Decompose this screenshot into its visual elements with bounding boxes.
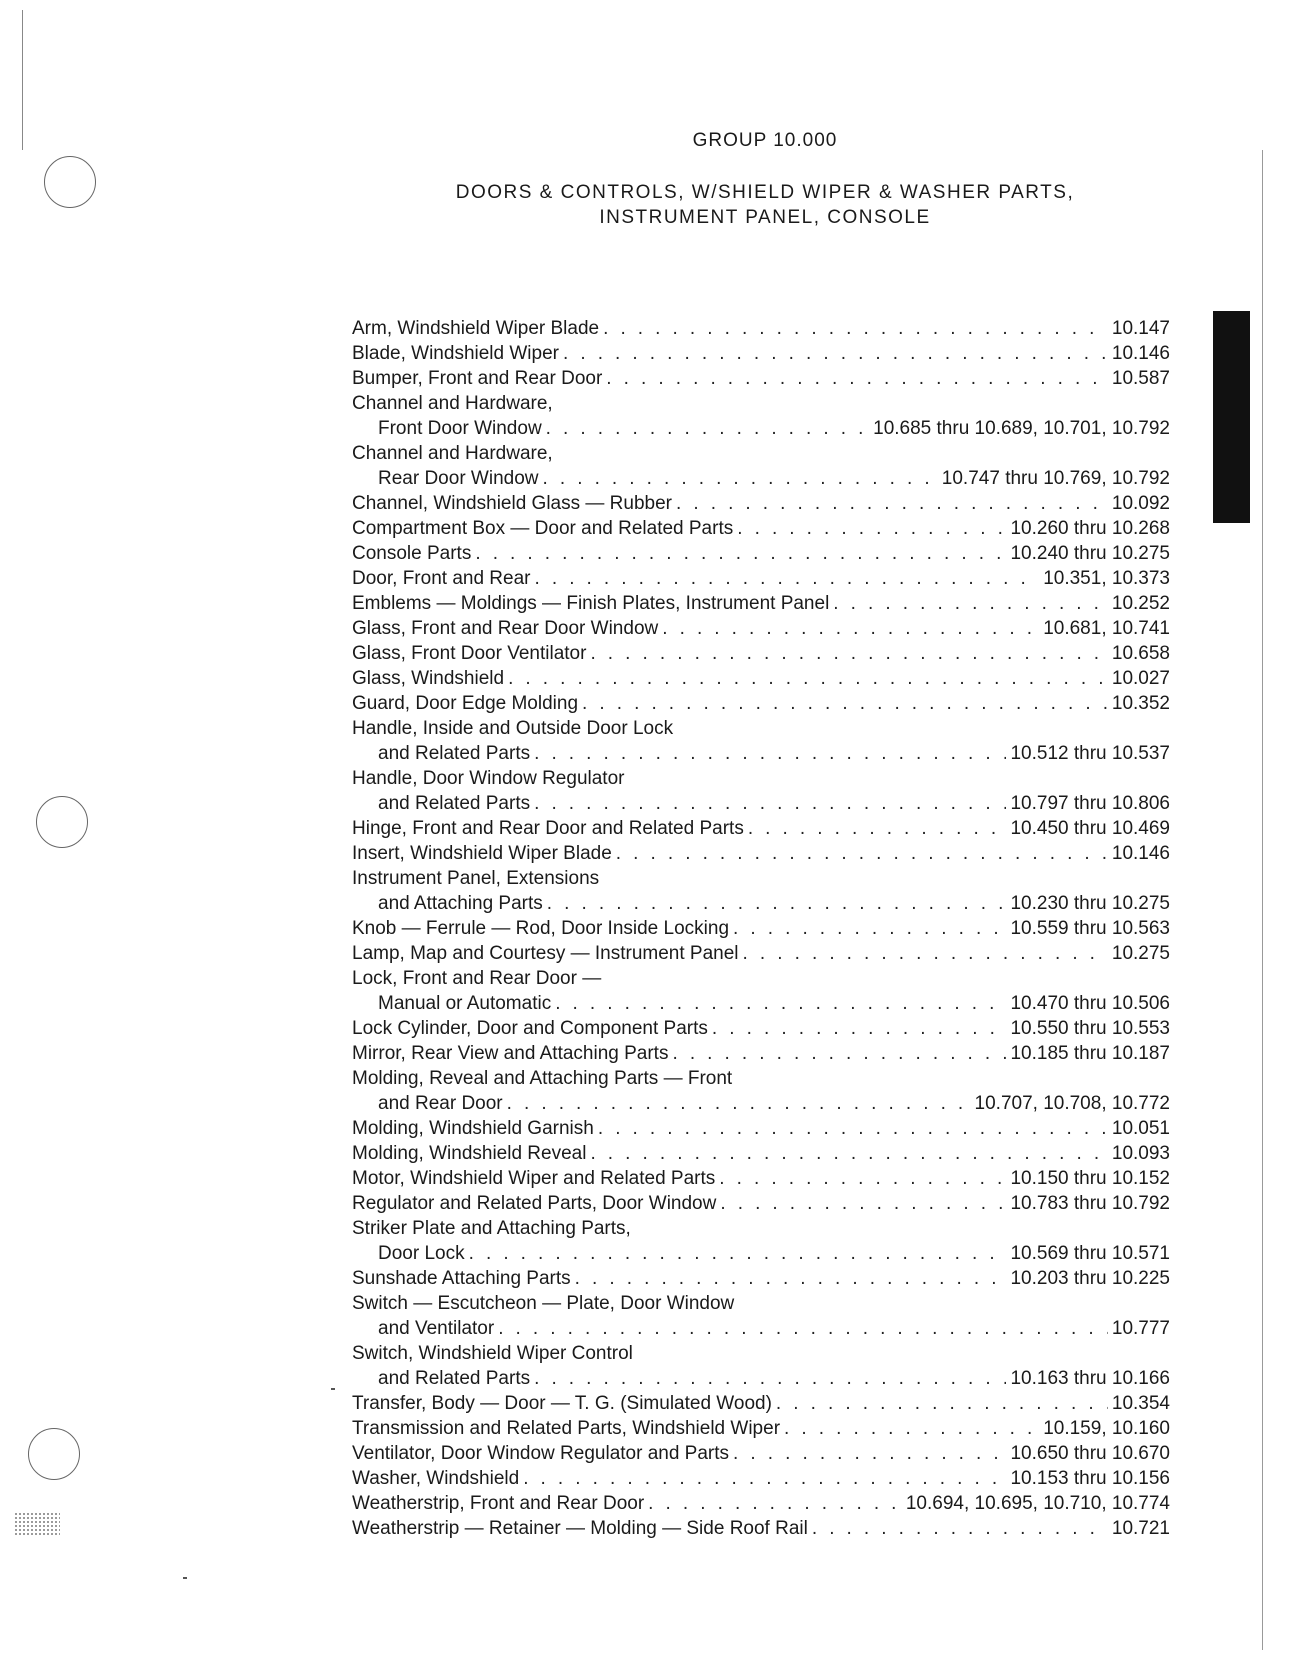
- entry-label: Regulator and Related Parts, Door Window: [352, 1193, 717, 1214]
- entry-reference: 10.146: [1111, 843, 1170, 864]
- entry-line: [352, 941, 1170, 966]
- entry-reference: 10.587: [1111, 368, 1170, 389]
- section-heading: [0, 180, 1291, 230]
- index-entry: [352, 1016, 1170, 1041]
- index-entry: [352, 391, 1170, 441]
- entry-line: [352, 1316, 1170, 1341]
- entry-line: [352, 741, 1170, 766]
- entry-label: Door, Front and Rear: [352, 568, 531, 589]
- entry-line: [352, 491, 1170, 516]
- dot-leader: [733, 916, 1006, 941]
- index-entry: [352, 1216, 1170, 1266]
- entry-label: Console Parts: [352, 543, 472, 564]
- dot-leader: [469, 1241, 1007, 1266]
- index-entry: [352, 666, 1170, 691]
- entry-label: Ventilator, Door Window Regulator and Parts: [352, 1443, 730, 1464]
- entry-label: Transfer, Body — Door — T. G. (Simulated Wood): [352, 1393, 772, 1414]
- entry-label: and Attaching Parts: [378, 893, 543, 914]
- dot-leader: [776, 1391, 1108, 1416]
- dot-leader: [743, 941, 1108, 966]
- entry-heading: Molding, Reveal and Attaching Parts — Front: [352, 1068, 733, 1089]
- entry-label: Blade, Windshield Wiper: [352, 343, 559, 364]
- index-entry: [352, 1341, 1170, 1391]
- dot-leader: [662, 616, 1039, 641]
- entry-reference: 10.354: [1111, 1393, 1170, 1414]
- dot-leader: [475, 541, 1006, 566]
- entry-label: Bumper, Front and Rear Door: [352, 368, 603, 389]
- dot-leader: [720, 1191, 1006, 1216]
- entry-label: Door Lock: [378, 1243, 465, 1264]
- dot-leader: [784, 1416, 1039, 1441]
- dot-leader: [508, 666, 1108, 691]
- group-title: GROUP 10.000: [692, 130, 838, 151]
- index-entry: [352, 841, 1170, 866]
- entry-line: [352, 641, 1170, 666]
- entry-line: [352, 1166, 1170, 1191]
- entry-line: [352, 841, 1170, 866]
- entry-reference: 10.051: [1111, 1118, 1170, 1139]
- entry-line: [352, 341, 1170, 366]
- entry-heading: Instrument Panel, Extensions: [352, 868, 600, 889]
- entry-label: Rear Door Window: [378, 468, 539, 489]
- entry-line: [352, 591, 1170, 616]
- index-entry: [352, 1416, 1170, 1441]
- entry-label: Manual or Automatic: [378, 993, 552, 1014]
- entry-label: Knob — Ferrule — Rod, Door Inside Locking: [352, 918, 730, 939]
- entry-line: [352, 916, 1170, 941]
- entry-reference: 10.147: [1111, 318, 1170, 339]
- entry-reference: 10.797 thru 10.806: [1010, 793, 1170, 814]
- entry-label: Hinge, Front and Rear Door and Related Parts: [352, 818, 744, 839]
- index-entry: [352, 1441, 1170, 1466]
- entry-line: [352, 466, 1170, 491]
- entry-line: [352, 891, 1170, 916]
- dot-leader: [507, 1091, 971, 1116]
- index-entry: [352, 566, 1170, 591]
- scan-mark: [331, 1388, 335, 1390]
- entry-label: Emblems — Moldings — Finish Plates, Instrument Panel: [352, 593, 830, 614]
- entry-line: [352, 616, 1170, 641]
- entry-reference: 10.027: [1111, 668, 1170, 689]
- entry-reference: 10.203 thru 10.225: [1010, 1268, 1170, 1289]
- entry-reference: 10.694, 10.695, 10.710, 10.774: [905, 1493, 1170, 1514]
- dot-leader: [616, 841, 1108, 866]
- dot-leader: [719, 1166, 1006, 1191]
- entry-line: [352, 1366, 1170, 1391]
- entry-heading: Switch — Escutcheon — Plate, Door Window: [352, 1293, 735, 1314]
- dot-leader: [712, 1016, 1007, 1041]
- index-entry: [352, 1391, 1170, 1416]
- entry-line: [352, 666, 1170, 691]
- scan-speckle: [14, 1512, 60, 1536]
- entry-reference: 10.153 thru 10.156: [1010, 1468, 1170, 1489]
- entry-reference: 10.681, 10.741: [1043, 618, 1170, 639]
- entry-reference: 10.351, 10.373: [1043, 568, 1170, 589]
- entry-line: [352, 816, 1170, 841]
- entry-reference: 10.747 thru 10.769, 10.792: [941, 468, 1170, 489]
- entry-line: [352, 791, 1170, 816]
- entry-label: Glass, Windshield: [352, 668, 505, 689]
- index-entry: [352, 966, 1170, 1016]
- entry-line: [352, 541, 1170, 566]
- entry-reference: 10.658: [1111, 643, 1170, 664]
- entry-line: [352, 991, 1170, 1016]
- section-thumb-tab: [1213, 311, 1250, 523]
- binder-hole-bottom: [28, 1428, 80, 1480]
- entry-reference: 10.275: [1111, 943, 1170, 964]
- dot-leader: [498, 1316, 1108, 1341]
- entry-line: [352, 1491, 1170, 1516]
- index-entry: [352, 766, 1170, 816]
- entry-reference: 10.163 thru 10.166: [1010, 1368, 1170, 1389]
- dot-leader: [676, 491, 1108, 516]
- entry-line: [352, 366, 1170, 391]
- entry-label: and Related Parts: [378, 1368, 531, 1389]
- entry-heading: Handle, Inside and Outside Door Lock: [352, 718, 674, 739]
- entry-reference: 10.685 thru 10.689, 10.701, 10.792: [873, 418, 1170, 439]
- dot-leader: [547, 891, 1007, 916]
- index-entry: [352, 1066, 1170, 1116]
- index-entry: [352, 316, 1170, 341]
- index-entry: [352, 816, 1170, 841]
- parts-index: [352, 316, 1170, 1541]
- margin-rule: [22, 10, 23, 150]
- index-entry: [352, 1491, 1170, 1516]
- entry-label: Compartment Box — Door and Related Parts: [352, 518, 734, 539]
- index-entry: [352, 541, 1170, 566]
- index-entry: [352, 366, 1170, 391]
- entry-heading: Switch, Windshield Wiper Control: [352, 1343, 633, 1364]
- dot-leader: [737, 516, 1006, 541]
- entry-reference: 10.240 thru 10.275: [1010, 543, 1170, 564]
- entry-label: Lock Cylinder, Door and Component Parts: [352, 1018, 708, 1039]
- entry-line: [352, 516, 1170, 541]
- index-entry: [352, 1166, 1170, 1191]
- dot-leader: [523, 1466, 1006, 1491]
- index-entry: [352, 1141, 1170, 1166]
- entry-line: [352, 1516, 1170, 1541]
- heading-line-1: DOORS & CONTROLS, W/SHIELD WIPER & WASHER PARTS,: [455, 182, 1075, 203]
- entry-reference: 10.150 thru 10.152: [1010, 1168, 1170, 1189]
- dot-leader: [534, 1366, 1006, 1391]
- entry-label: and Related Parts: [378, 793, 531, 814]
- entry-label: and Ventilator: [378, 1318, 495, 1339]
- entry-reference: 10.470 thru 10.506: [1010, 993, 1170, 1014]
- dot-leader: [575, 1266, 1007, 1291]
- dot-leader: [733, 1441, 1006, 1466]
- dot-leader: [582, 691, 1108, 716]
- dot-leader: [812, 1516, 1108, 1541]
- index-entry: [352, 516, 1170, 541]
- dot-leader: [555, 991, 1006, 1016]
- entry-reference: 10.260 thru 10.268: [1010, 518, 1170, 539]
- entry-heading: Handle, Door Window Regulator: [352, 768, 625, 789]
- entry-label: Weatherstrip — Retainer — Molding — Side Roof Rail: [352, 1518, 808, 1539]
- entry-line: [352, 1416, 1170, 1441]
- binder-hole-middle: [36, 796, 88, 848]
- entry-reference: 10.783 thru 10.792: [1010, 1193, 1170, 1214]
- entry-line: [352, 1241, 1170, 1266]
- index-entry: [352, 916, 1170, 941]
- entry-line: [352, 1016, 1170, 1041]
- entry-line: [352, 566, 1170, 591]
- page-edge-line: [1262, 150, 1263, 1650]
- index-entry: [352, 641, 1170, 666]
- entry-heading: Lock, Front and Rear Door —: [352, 968, 602, 989]
- entry-line: [352, 1266, 1170, 1291]
- dot-leader: [534, 741, 1006, 766]
- entry-label: and Rear Door: [378, 1093, 503, 1114]
- entry-label: Weatherstrip, Front and Rear Door: [352, 1493, 645, 1514]
- entry-reference: 10.777: [1111, 1318, 1170, 1339]
- entry-heading: Channel and Hardware,: [352, 443, 553, 464]
- entry-reference: 10.185 thru 10.187: [1010, 1043, 1170, 1064]
- entry-label: and Related Parts: [378, 743, 531, 764]
- entry-label: Guard, Door Edge Molding: [352, 693, 579, 714]
- dot-leader: [833, 591, 1108, 616]
- entry-reference: 10.450 thru 10.469: [1010, 818, 1170, 839]
- index-entry: [352, 691, 1170, 716]
- entry-label: Transmission and Related Parts, Windshield Wiper: [352, 1418, 781, 1439]
- index-entry: [352, 1291, 1170, 1341]
- dot-leader: [563, 341, 1108, 366]
- entry-line: [352, 1141, 1170, 1166]
- entry-reference: 10.550 thru 10.553: [1010, 1018, 1170, 1039]
- dot-leader: [648, 1491, 902, 1516]
- entry-label: Mirror, Rear View and Attaching Parts: [352, 1043, 669, 1064]
- entry-label: Lamp, Map and Courtesy — Instrument Panel: [352, 943, 739, 964]
- entry-reference: 10.093: [1111, 1143, 1170, 1164]
- entry-label: Molding, Windshield Reveal: [352, 1143, 587, 1164]
- entry-label: Sunshade Attaching Parts: [352, 1268, 571, 1289]
- entry-label: Arm, Windshield Wiper Blade: [352, 318, 600, 339]
- index-entry: [352, 491, 1170, 516]
- dot-leader: [598, 1116, 1108, 1141]
- entry-heading: Channel and Hardware,: [352, 393, 553, 414]
- entry-reference: 10.559 thru 10.563: [1010, 918, 1170, 939]
- entry-reference: 10.352: [1111, 693, 1170, 714]
- dot-leader: [603, 316, 1108, 341]
- index-entry: [352, 1266, 1170, 1291]
- index-entry: [352, 616, 1170, 641]
- entry-label: Insert, Windshield Wiper Blade: [352, 843, 612, 864]
- dot-leader: [748, 816, 1007, 841]
- entry-reference: 10.146: [1111, 343, 1170, 364]
- index-entry: [352, 1116, 1170, 1141]
- entry-line: [352, 1116, 1170, 1141]
- dot-leader: [590, 1141, 1107, 1166]
- index-entry: [352, 716, 1170, 766]
- heading-line-2: INSTRUMENT PANEL, CONSOLE: [599, 207, 931, 228]
- index-entry: [352, 1466, 1170, 1491]
- dot-leader: [672, 1041, 1006, 1066]
- index-entry: [352, 1516, 1170, 1541]
- scan-mark: [183, 1577, 187, 1579]
- entry-reference: 10.721: [1111, 1518, 1170, 1539]
- index-entry: [352, 1041, 1170, 1066]
- entry-label: Channel, Windshield Glass — Rubber: [352, 493, 672, 514]
- entry-reference: 10.569 thru 10.571: [1010, 1243, 1170, 1264]
- entry-line: [352, 1466, 1170, 1491]
- entry-label: Front Door Window: [378, 418, 542, 439]
- entry-line: [352, 1091, 1170, 1116]
- index-entry: [352, 591, 1170, 616]
- entry-line: [352, 416, 1170, 441]
- index-entry: [352, 941, 1170, 966]
- entry-label: Motor, Windshield Wiper and Related Parts: [352, 1168, 716, 1189]
- entry-label: Molding, Windshield Garnish: [352, 1118, 594, 1139]
- entry-label: Washer, Windshield: [352, 1468, 520, 1489]
- entry-label: Glass, Front Door Ventilator: [352, 643, 587, 664]
- dot-leader: [534, 566, 1039, 591]
- dot-leader: [534, 791, 1006, 816]
- entry-reference: 10.252: [1111, 593, 1170, 614]
- entry-reference: 10.230 thru 10.275: [1010, 893, 1170, 914]
- entry-line: [352, 316, 1170, 341]
- entry-reference: 10.512 thru 10.537: [1010, 743, 1170, 764]
- dot-leader: [546, 416, 869, 441]
- entry-heading: Striker Plate and Attaching Parts,: [352, 1218, 631, 1239]
- entry-line: [352, 1191, 1170, 1216]
- entry-line: [352, 691, 1170, 716]
- dot-leader: [590, 641, 1107, 666]
- entry-reference: 10.159, 10.160: [1043, 1418, 1170, 1439]
- index-entry: [352, 1191, 1170, 1216]
- entry-label: Glass, Front and Rear Door Window: [352, 618, 659, 639]
- entry-line: [352, 1391, 1170, 1416]
- index-entry: [352, 866, 1170, 916]
- entry-reference: 10.650 thru 10.670: [1010, 1443, 1170, 1464]
- dot-leader: [606, 366, 1108, 391]
- entry-reference: 10.707, 10.708, 10.772: [974, 1093, 1170, 1114]
- index-entry: [352, 341, 1170, 366]
- dot-leader: [543, 466, 938, 491]
- entry-line: [352, 1041, 1170, 1066]
- entry-line: [352, 1441, 1170, 1466]
- entry-reference: 10.092: [1111, 493, 1170, 514]
- index-entry: [352, 441, 1170, 491]
